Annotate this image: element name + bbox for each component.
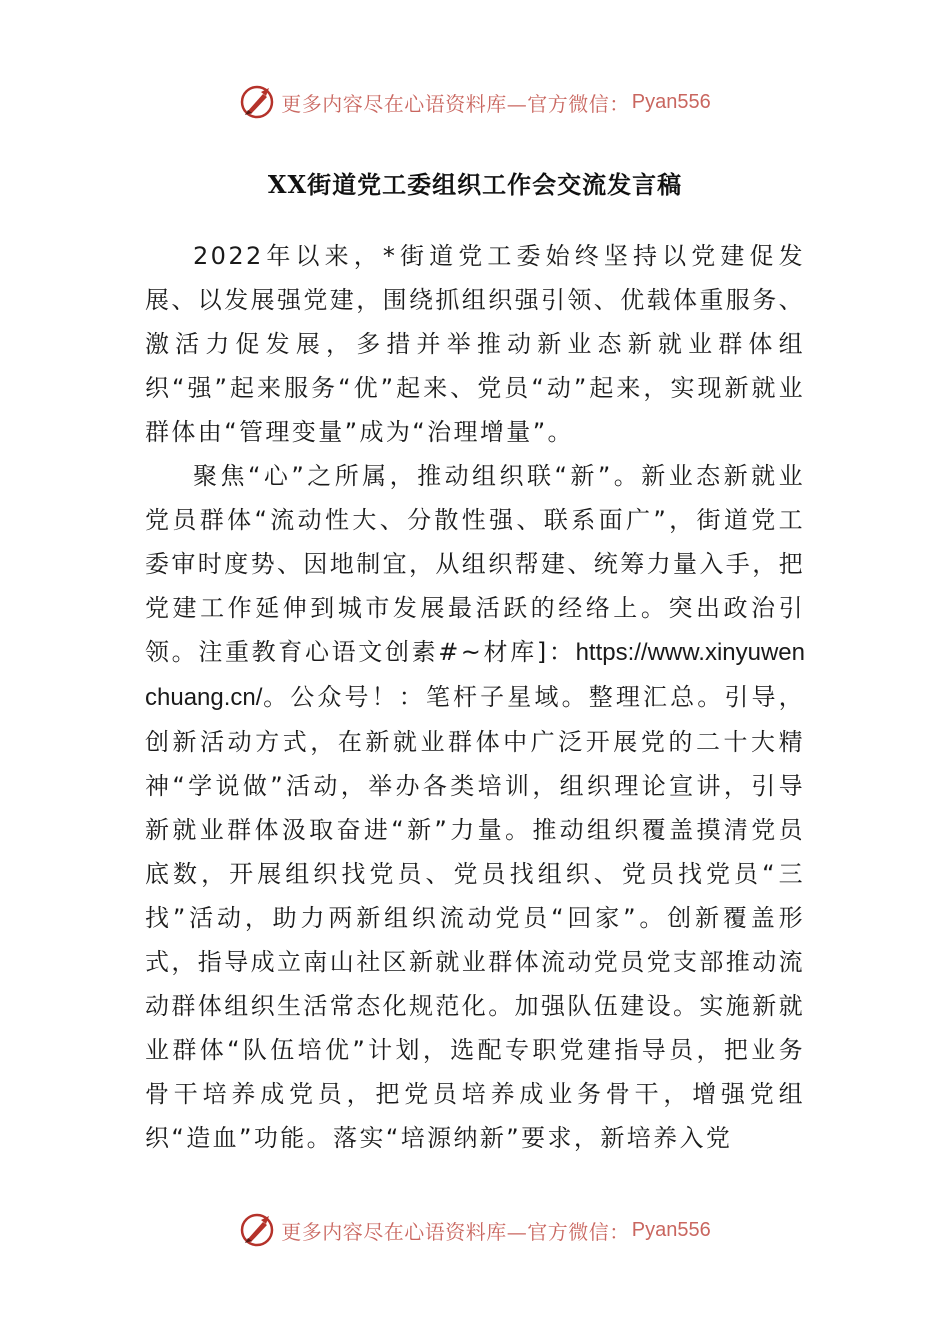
- wechat-handle: Pyan556: [631, 1218, 711, 1241]
- paragraph-focus-text-start: 聚焦“心”之所属，推动组织联“新”。新业态新就业党员群体“流动性大、分散性强、联系面广”，街道党工委审时度势、因地制宜，从组织帮建、统筹力量入手，把党建工作延伸到城市发展最活跃的经络上。突出政治引领。注重教育心语文创素#~材库]：: [145, 462, 805, 666]
- paragraph-focus-text-end: 。公众号！：笔杆子星域。整理汇总。引导，创新活动方式，在新就业群体中广泛开展党的二十大精神“学说做”活动，举办各类培训，组织理论宣讲，引导新就业群体汲取奋进“新”力量。推动组织覆盖摸清党员底数，开展组织找党员、党员找组织、党员找党员“三找”活动，助力两新组织流动党员“回家”。创新覆盖形式，指导成立南山社区新就业群体流动党员党支部推动流动群体组织生活常态化规范化。加强队伍建设。实施新就业群体“队伍培优”计划，选配专职党建指导员，把业务骨干培养成党员，把党员培养成业务骨干，增强党组织“造血”功能。落实“培源纳新”要求，新培养入党: [145, 683, 805, 1152]
- pen-logo-icon: [239, 1212, 275, 1248]
- header-watermark-banner: [0, 80, 950, 124]
- document-body: [145, 234, 805, 1160]
- website-url: https://www.xinyuwenchuang.cn/: [145, 639, 805, 711]
- paragraph-focus: [145, 454, 805, 1160]
- footer-watermark-banner: [0, 1208, 950, 1252]
- pen-logo-icon: [239, 84, 275, 120]
- banner-text: 更多内容尽在心语资料库—官方微信：: [281, 91, 630, 116]
- wechat-handle: Pyan556: [631, 90, 711, 113]
- paragraph-intro: [145, 234, 805, 454]
- paragraph-intro-text: 2022年以来，*街道党工委始终坚持以党建促发展、以发展强党建，围绕抓组织强引领、优载体重服务、激活力促发展，多措并举推动新业态新就业群体组织“强”起来服务“优”起来、党员“动”起来，实现新就业群体由“管理变量”成为“治理增量”。: [145, 242, 805, 446]
- document-title: XX街道党工委组织工作会交流发言稿: [267, 170, 683, 199]
- banner-text: 更多内容尽在心语资料库—官方微信：: [281, 1219, 630, 1244]
